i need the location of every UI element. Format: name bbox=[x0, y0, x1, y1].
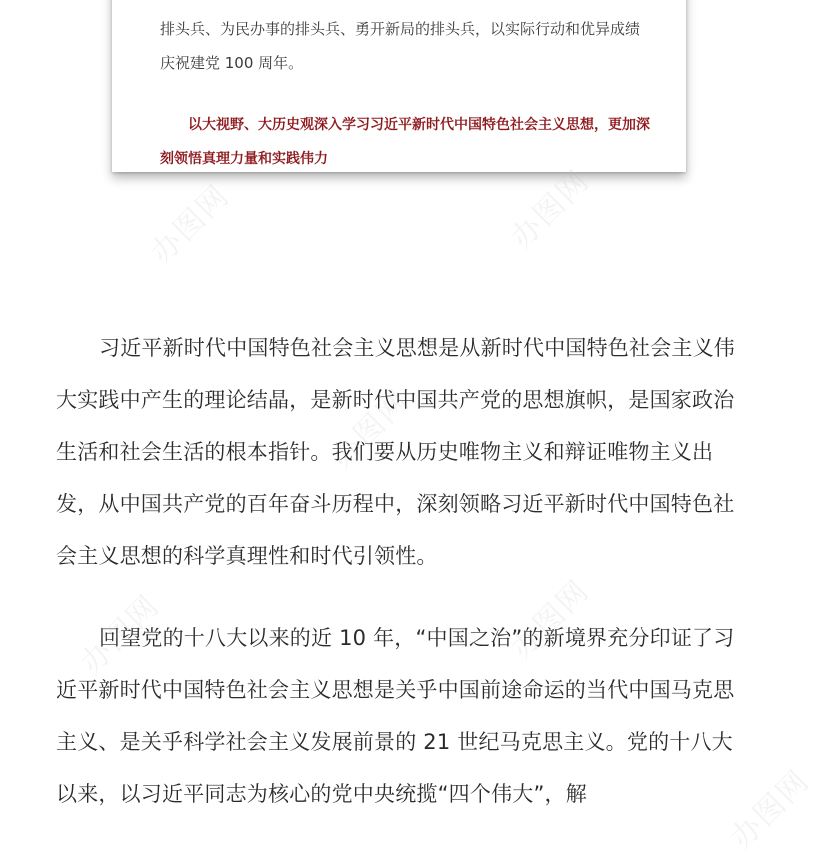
watermark: 办图网 bbox=[74, 588, 167, 681]
watermark: 办图网 bbox=[724, 763, 817, 856]
card-body-text: 排头兵、为民办事的排头兵、勇开新局的排头兵，以实际行动和优异成绩庆祝建党 100 周年。 bbox=[160, 20, 641, 72]
card-heading: 以大视野、大历史观深入学习习近平新时代中国特色社会主义思想，更加深刻领悟真理力量和实践伟力 bbox=[160, 117, 650, 167]
watermark: 办图网 bbox=[324, 383, 417, 476]
quote-card bbox=[112, 0, 686, 172]
watermark: 办图网 bbox=[144, 178, 237, 271]
watermark: 办图网 bbox=[504, 573, 597, 666]
watermark: 办图网 bbox=[504, 163, 597, 256]
article-paragraph-2: 回望党的十八大以来的近 10 年，“中国之治”的新境界充分印证了习近平新时代中国特色社会主义思想是关乎中国前途命运的当代中国马克思主义、是关乎科学社会主义发展前景的 21 世纪马克思主义。党的十八大以来，以习近平同志为核心的党中央统揽“四个伟大”，解 bbox=[56, 626, 735, 806]
article-paragraph-1: 习近平新时代中国特色社会主义思想是从新时代中国特色社会主义伟大实践中产生的理论结晶，是新时代中国共产党的思想旗帜，是国家政治生活和社会生活的根本指针。我们要从历史唯物主义和辩证唯物主义出发，从中国共产党的百年奋斗历程中，深刻领略习近平新时代中国特色社会主义思想的科学真理性和时代引领性。 bbox=[56, 336, 735, 568]
